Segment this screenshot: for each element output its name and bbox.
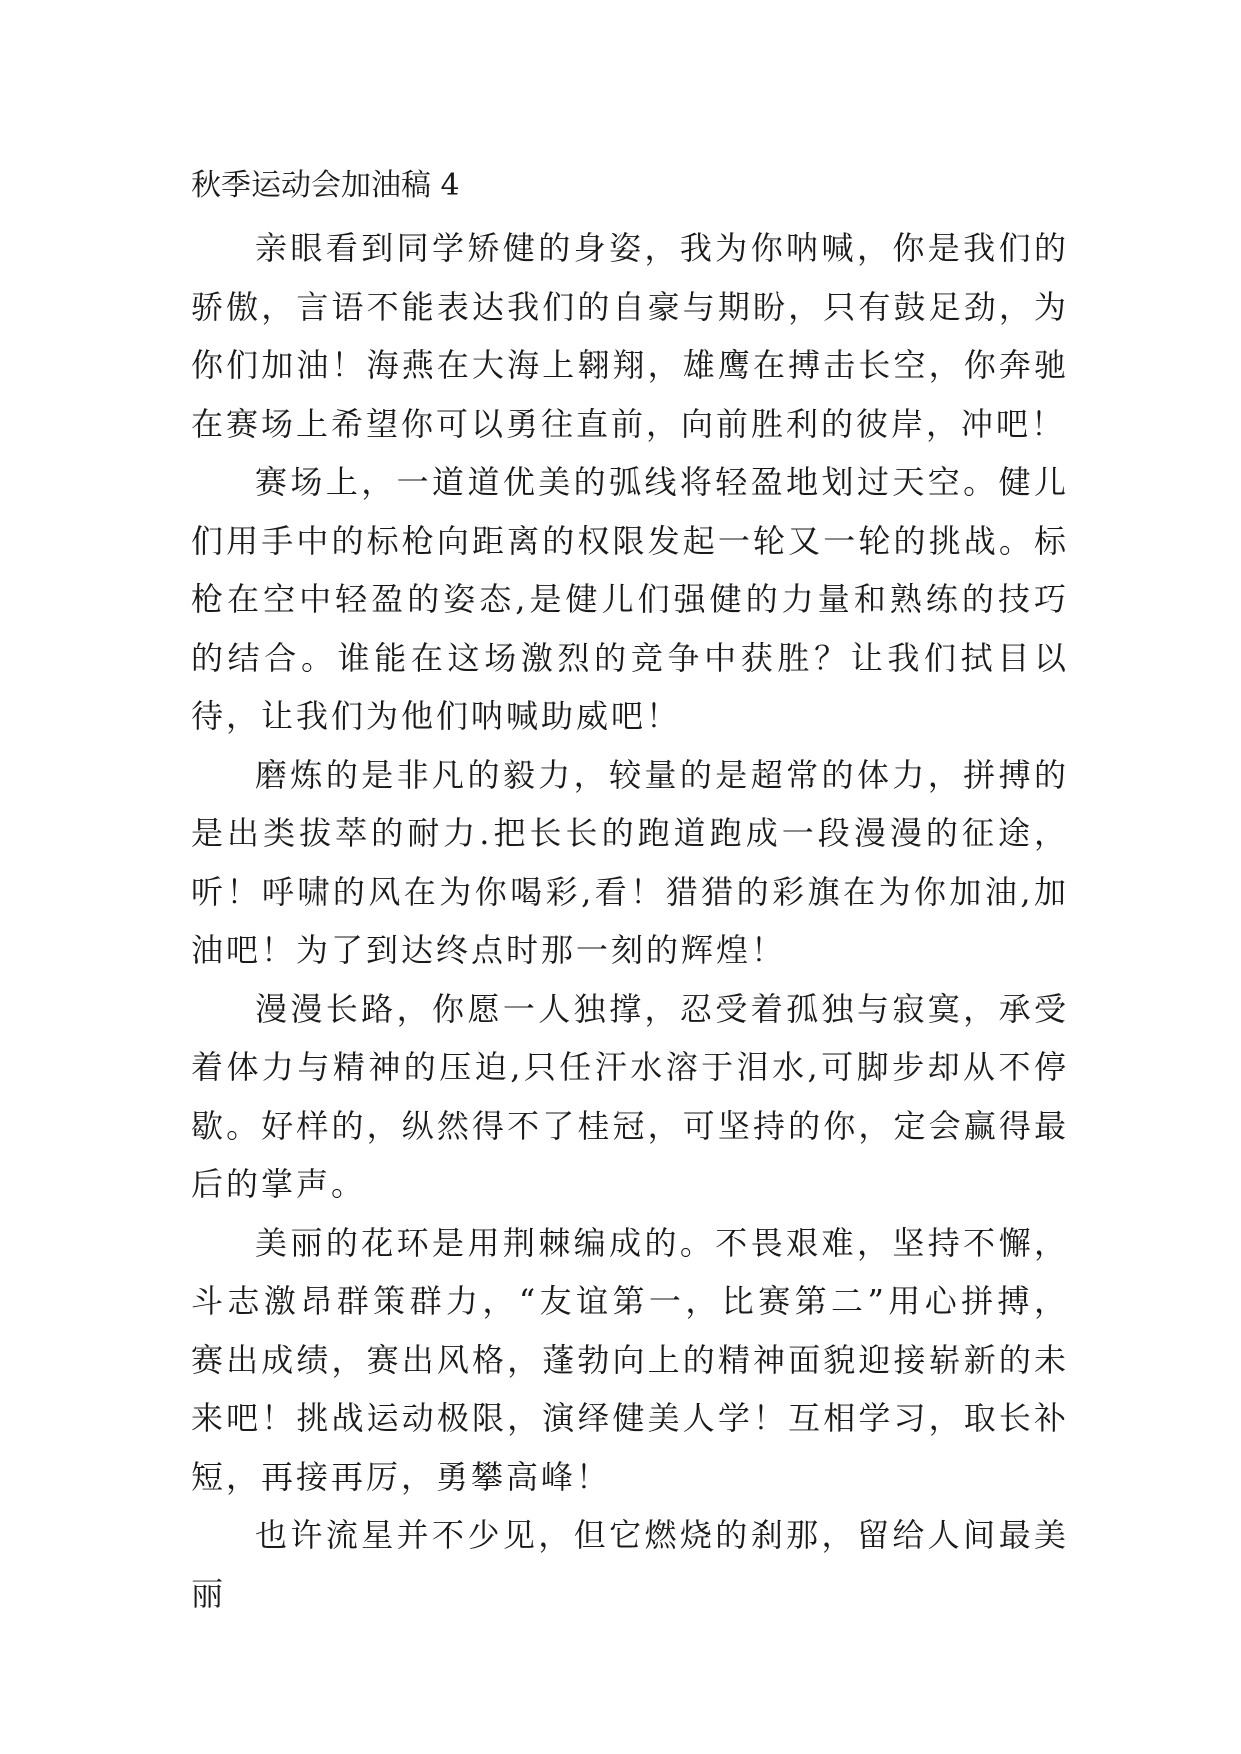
paragraph: 也许流星并不少见，但它燃烧的刹那，留给人间最美丽 [191,1516,1069,1613]
paragraph: 赛场上，一道道优美的弧线将轻盈地划过天空。健儿们用手中的标枪向距离的权限发起一轮又一轮的挑战。标枪在空中轻盈的姿态,是健儿们强健的力量和熟练的技巧的结合。谁能在这场激烈的竞争中获胜？让我们拭目以待，让我们为他们呐喊助威吧！ [191,463,1069,735]
paragraph: 磨炼的是非凡的毅力，较量的是超常的体力，拼搏的是出类拔萃的耐力.把长长的跑道跑成一段漫漫的征途，听！呼啸的风在为你喝彩,看！猎猎的彩旗在为你加油,加油吧！为了到达终点时那一刻的辉煌！ [191,755,1069,969]
paragraph: 亲眼看到同学矫健的身姿，我为你呐喊，你是我们的骄傲，言语不能表达我们的自豪与期盼，只有鼓足劲，为你们加油！海燕在大海上翱翔，雄鹰在搏击长空，你奔驰在赛场上希望你可以勇往直前，向前胜利的彼岸，冲吧！ [191,229,1069,443]
document-title: 秋季运动会加油稿 4 [191,168,460,203]
document-body [191,219,1069,1623]
paragraph: 美丽的花环是用荆棘编成的。不畏艰难，坚持不懈，斗志激昂群策群力，“友谊第一，比赛第二”用心拼搏，赛出成绩，赛出风格，蓬勃向上的精神面貌迎接崭新的未来吧！挑战运动极限，演绎健美人学！互相学习，取长补短，再接再厉，勇攀高峰！ [191,1223,1069,1496]
paragraph: 漫漫长路，你愿一人独撑，忍受着孤独与寂寞，承受着体力与精神的压迫,只任汗水溶于泪水,可脚步却从不停歇。好样的，纵然得不了桂冠，可坚持的你，定会赢得最后的掌声。 [191,989,1069,1203]
